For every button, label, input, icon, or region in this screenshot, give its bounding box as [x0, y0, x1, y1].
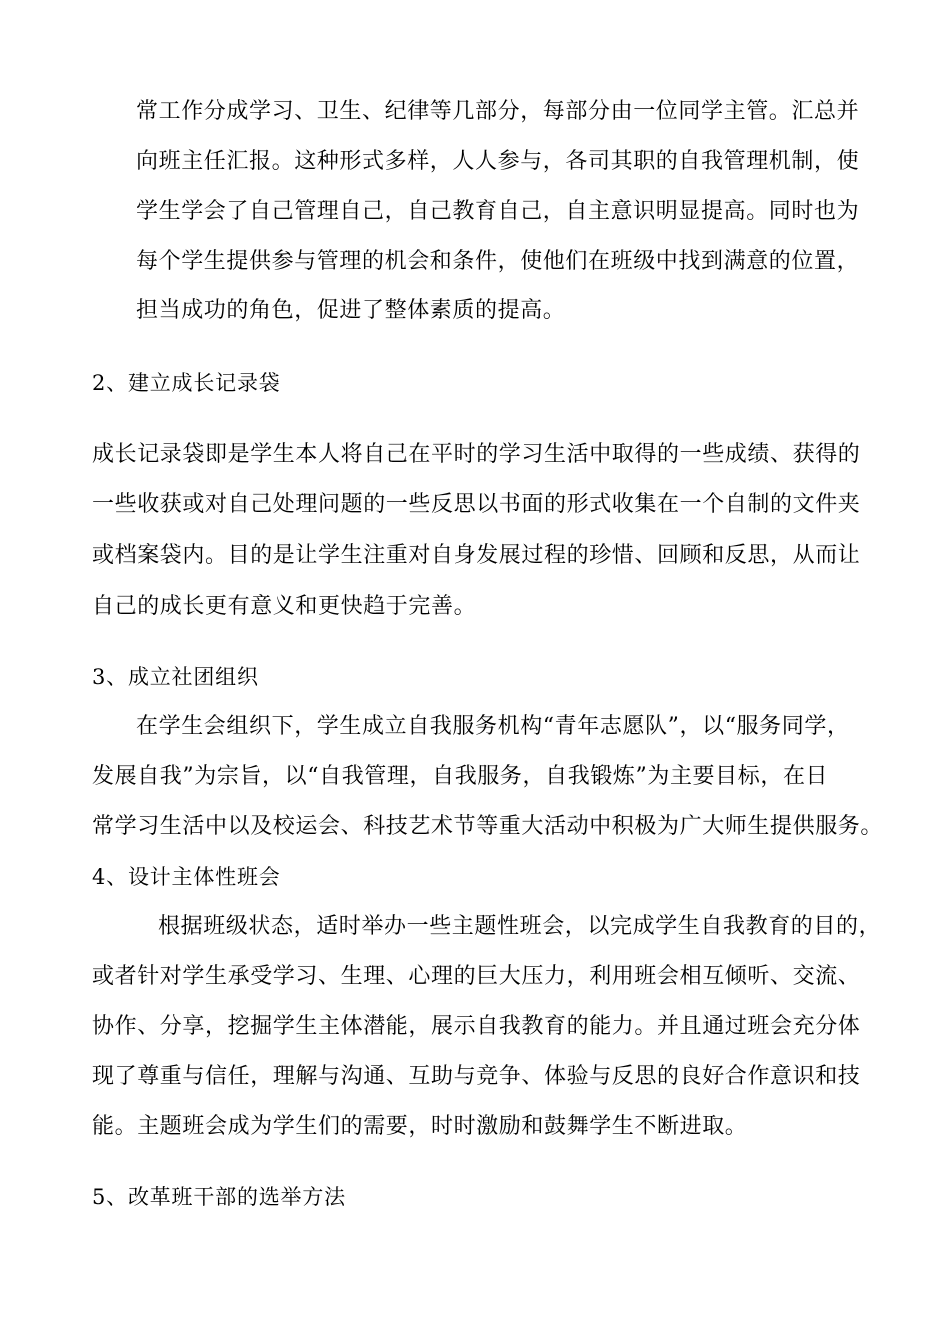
section-heading: 3、成立社团组织 — [92, 665, 259, 689]
paragraph-line: 根据班级状态，适时举办一些主题性班会，以完成学生自我教育的目的， — [158, 914, 882, 939]
paragraph-line: 现了尊重与信任，理解与沟通、互助与竞争、体验与反思的良好合作意识和技 — [92, 1064, 861, 1089]
paragraph-line: 或档案袋内。目的是让学生注重对自身发展过程的珍惜、回顾和反思，从而让 — [92, 543, 861, 568]
paragraph-line: 在学生会组织下，学生成立自我服务机构“青年志愿队”，以“服务同学， — [136, 714, 850, 739]
paragraph-line: 或者针对学生承受学习、生理、心理的巨大压力，利用班会相互倾听、交流、 — [92, 964, 861, 989]
paragraph-line: 一些收获或对自己处理问题的一些反思以书面的形式收集在一个自制的文件夹 — [92, 492, 861, 517]
paragraph-line: 向班主任汇报。这种形式多样，人人参与，各司其职的自我管理机制，使 — [136, 149, 860, 174]
section-heading: 2、建立成长记录袋 — [92, 371, 281, 395]
paragraph-line: 能。主题班会成为学生们的需要，时时激励和鼓舞学生不断进取。 — [92, 1114, 748, 1139]
paragraph-line: 担当成功的角色，促进了整体素质的提高。 — [136, 298, 566, 323]
paragraph-line: 自己的成长更有意义和更快趋于完善。 — [92, 594, 477, 619]
paragraph-line: 常学习生活中以及校运会、科技艺术节等重大活动中积极为广大师生提供服务。 — [92, 814, 884, 839]
paragraph-line: 常工作分成学习、卫生、纪律等几部分，每部分由一位同学主管。汇总并 — [136, 99, 860, 124]
paragraph-line: 发展自我”为宗旨，以“自我管理，自我服务，自我锻炼”为主要目标，在日 — [92, 764, 829, 789]
paragraph-line: 协作、分享，挖掘学生主体潜能，展示自我教育的能力。并且通过班会充分体 — [92, 1014, 861, 1039]
paragraph-line: 成长记录袋即是学生本人将自己在平时的学习生活中取得的一些成绩、获得的 — [92, 442, 861, 467]
section-heading: 4、设计主体性班会 — [92, 865, 281, 889]
paragraph-line: 每个学生提供参与管理的机会和条件，使他们在班级中找到满意的位置， — [136, 249, 860, 274]
section-heading: 5、改革班干部的选举方法 — [92, 1185, 346, 1209]
paragraph-line: 学生学会了自己管理自己，自己教育自己，自主意识明显提高。同时也为 — [136, 199, 860, 224]
